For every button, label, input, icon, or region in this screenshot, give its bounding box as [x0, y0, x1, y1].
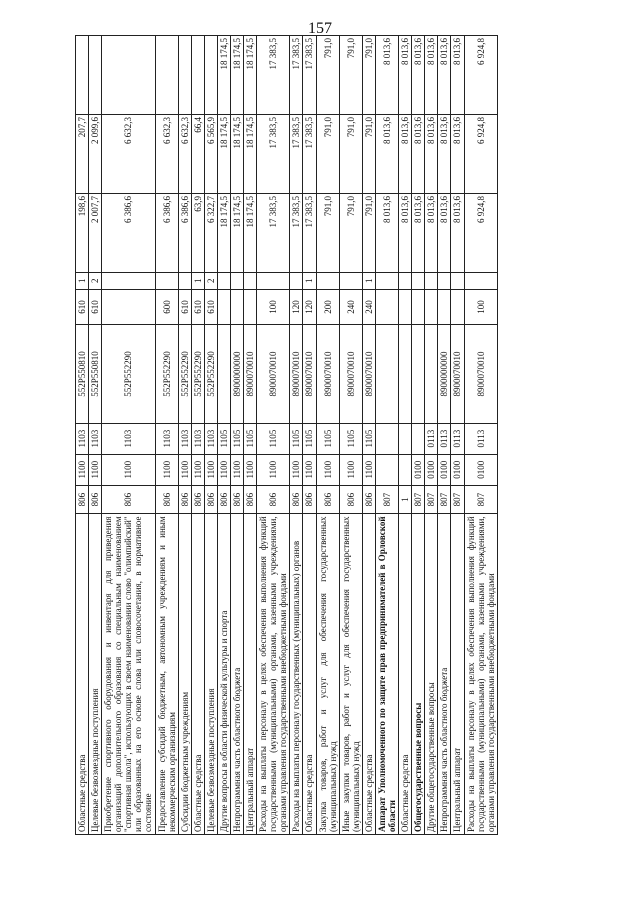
expense-type-cell: 240 — [362, 289, 375, 325]
target-article-cell: 8900070010 — [257, 325, 290, 423]
section-code-cell: 1100 — [217, 454, 230, 485]
subsection-code-cell: 1105 — [217, 423, 230, 454]
table-body — [76, 36, 498, 835]
funding-source-cell — [375, 272, 398, 289]
budget-table-rotated — [75, 35, 568, 835]
ministry-code-cell: 1 — [399, 485, 412, 514]
ministry-code-cell: 806 — [217, 485, 230, 514]
subsection-code-cell: 1105 — [339, 423, 362, 454]
row-name-cell: Областные средства — [303, 514, 316, 835]
target-article-cell: 8900070010 — [316, 325, 339, 423]
section-code-cell — [399, 454, 412, 485]
page-number: 157 — [308, 20, 332, 37]
subsection-code-cell: 1105 — [231, 423, 244, 454]
amount-year1-cell: 791,0 — [316, 193, 339, 272]
expense-type-cell: 240 — [339, 289, 362, 325]
ministry-code-cell: 806 — [89, 485, 102, 514]
row-name-cell: Центральный аппарат — [244, 514, 257, 835]
expense-type-cell — [217, 289, 230, 325]
ministry-code-cell: 806 — [191, 485, 204, 514]
expense-type-cell: 610 — [178, 289, 191, 325]
funding-source-cell — [217, 272, 230, 289]
amount-year2-cell: 791,0 — [316, 115, 339, 194]
expense-type-cell: 100 — [464, 289, 497, 325]
target-article-cell: 552P552290 — [191, 325, 204, 423]
row-name-cell: Целевые безвозмездные поступления — [89, 514, 102, 835]
row-name-cell: Предоставление субсидий бюджетным, автономным учреждениям и иным некоммерческим организациям — [155, 514, 178, 835]
amount-year1-cell: 791,0 — [362, 193, 375, 272]
subsection-code-cell: 1105 — [303, 423, 316, 454]
subsection-code-cell: 0113 — [425, 423, 438, 454]
section-code-cell: 1100 — [303, 454, 316, 485]
table-row — [438, 36, 451, 835]
target-article-cell: 552P552290 — [155, 325, 178, 423]
subsection-code-cell — [375, 423, 398, 454]
amount-year3-cell: 18 174,5 — [217, 36, 230, 115]
amount-year2-cell: 6 565,9 — [204, 115, 217, 194]
amount-year2-cell: 8 013,6 — [399, 115, 412, 194]
target-article-cell: 552P552290 — [178, 325, 191, 423]
section-code-cell: 0100 — [438, 454, 451, 485]
table-row — [464, 36, 497, 835]
amount-year1-cell: 8 013,6 — [412, 193, 425, 272]
subsection-code-cell: 1103 — [204, 423, 217, 454]
funding-source-cell — [464, 272, 497, 289]
expense-type-cell: 610 — [204, 289, 217, 325]
amount-year1-cell: 791,0 — [339, 193, 362, 272]
row-name-cell: Расходы на выплаты персоналу в целях обеспечения выполнения функций государственными (муниципальными) органами, казенными учреждениями, органами управления государственными внебюджетными фондами — [464, 514, 497, 835]
expense-type-cell — [399, 289, 412, 325]
expense-type-cell: 610 — [89, 289, 102, 325]
ministry-code-cell: 806 — [178, 485, 191, 514]
ministry-code-cell: 806 — [290, 485, 303, 514]
amount-year3-cell: 17 383,5 — [303, 36, 316, 115]
amount-year3-cell: 17 383,5 — [290, 36, 303, 115]
table-row — [290, 36, 303, 835]
table-row — [89, 36, 102, 835]
row-name-cell: Областные средства — [191, 514, 204, 835]
ministry-code-cell: 806 — [316, 485, 339, 514]
table-row — [375, 36, 398, 835]
funding-source-cell: 1 — [191, 272, 204, 289]
amount-year1-cell: 63,9 — [191, 193, 204, 272]
amount-year3-cell: 18 174,5 — [244, 36, 257, 115]
amount-year1-cell: 8 013,6 — [375, 193, 398, 272]
row-name-cell: Общегосударственные вопросы — [412, 514, 425, 835]
table-row — [425, 36, 438, 835]
amount-year3-cell: 8 013,6 — [399, 36, 412, 115]
section-code-cell: 1100 — [178, 454, 191, 485]
amount-year2-cell: 8 013,6 — [425, 115, 438, 194]
amount-year1-cell: 6 386,6 — [155, 193, 178, 272]
amount-year2-cell: 8 013,6 — [438, 115, 451, 194]
row-name-cell: Расходы на выплаты персоналу в целях обеспечения выполнения функций государственными (муниципальными) органами, казенными учреждениями, органами управления государственными внебюджетными фондами — [257, 514, 290, 835]
amount-year3-cell: 18 174,5 — [231, 36, 244, 115]
row-name-cell: Другие общегосударственные вопросы — [425, 514, 438, 835]
table-row — [362, 36, 375, 835]
row-name-cell: Непрограммная часть областного бюджета — [438, 514, 451, 835]
amount-year2-cell: 18 174,5 — [231, 115, 244, 194]
ministry-code-cell: 807 — [451, 485, 464, 514]
section-code-cell: 1100 — [76, 454, 89, 485]
target-article-cell: 8900000000 — [438, 325, 451, 423]
section-code-cell: 1100 — [102, 454, 155, 485]
subsection-code-cell: 1103 — [191, 423, 204, 454]
amount-year2-cell: 17 383,5 — [290, 115, 303, 194]
amount-year1-cell: 17 383,5 — [303, 193, 316, 272]
subsection-code-cell: 1105 — [290, 423, 303, 454]
expense-type-cell: 100 — [257, 289, 290, 325]
section-code-cell — [375, 454, 398, 485]
target-article-cell: 8900070010 — [451, 325, 464, 423]
amount-year3-cell: 6 924,8 — [464, 36, 497, 115]
expense-type-cell — [438, 289, 451, 325]
amount-year2-cell: 18 174,5 — [244, 115, 257, 194]
amount-year1-cell: 8 013,6 — [399, 193, 412, 272]
section-code-cell: 1100 — [89, 454, 102, 485]
row-name-cell: Целевые безвозмездные поступления — [204, 514, 217, 835]
amount-year3-cell: 17 383,5 — [257, 36, 290, 115]
expense-type-cell — [451, 289, 464, 325]
funding-source-cell — [257, 272, 290, 289]
funding-source-cell — [244, 272, 257, 289]
target-article-cell: 8900070010 — [303, 325, 316, 423]
subsection-code-cell: 1105 — [362, 423, 375, 454]
funding-source-cell — [155, 272, 178, 289]
amount-year3-cell: 791,0 — [339, 36, 362, 115]
amount-year3-cell — [178, 36, 191, 115]
expense-type-cell: 610 — [191, 289, 204, 325]
section-code-cell: 1100 — [290, 454, 303, 485]
amount-year2-cell: 207,7 — [76, 115, 89, 194]
amount-year2-cell: 17 383,5 — [303, 115, 316, 194]
funding-source-cell: 1 — [76, 272, 89, 289]
amount-year2-cell: 6 924,8 — [464, 115, 497, 194]
row-name-cell: Расходы на выплаты персоналу государственных (муниципальных) органов — [290, 514, 303, 835]
section-code-cell: 0100 — [425, 454, 438, 485]
table-row — [155, 36, 178, 835]
target-article-cell: 8900070010 — [362, 325, 375, 423]
target-article-cell: 8900070010 — [464, 325, 497, 423]
target-article-cell: 8900070010 — [244, 325, 257, 423]
amount-year2-cell: 18 174,5 — [217, 115, 230, 194]
amount-year3-cell: 8 013,6 — [425, 36, 438, 115]
subsection-code-cell: 0113 — [438, 423, 451, 454]
amount-year3-cell — [204, 36, 217, 115]
ministry-code-cell: 806 — [339, 485, 362, 514]
target-article-cell: 8900070010 — [339, 325, 362, 423]
section-code-cell: 1100 — [339, 454, 362, 485]
amount-year2-cell: 791,0 — [339, 115, 362, 194]
table-row — [102, 36, 155, 835]
subsection-code-cell: 1103 — [76, 423, 89, 454]
subsection-code-cell: 1103 — [178, 423, 191, 454]
section-code-cell: 0100 — [464, 454, 497, 485]
ministry-code-cell: 807 — [464, 485, 497, 514]
target-article-cell — [217, 325, 230, 423]
amount-year1-cell: 6 924,8 — [464, 193, 497, 272]
funding-source-cell — [412, 272, 425, 289]
table-row — [244, 36, 257, 835]
amount-year1-cell: 18 174,5 — [244, 193, 257, 272]
subsection-code-cell: 0113 — [464, 423, 497, 454]
table-row — [204, 36, 217, 835]
row-name-cell: Областные средства — [362, 514, 375, 835]
subsection-code-cell: 1105 — [316, 423, 339, 454]
ministry-code-cell: 806 — [303, 485, 316, 514]
target-article-cell: 552P552290 — [204, 325, 217, 423]
amount-year1-cell: 17 383,5 — [290, 193, 303, 272]
row-name-cell: Непрограммная часть областного бюджета — [231, 514, 244, 835]
amount-year2-cell: 6 632,3 — [102, 115, 155, 194]
row-name-cell: Субсидии бюджетным учреждениям — [178, 514, 191, 835]
row-name-cell: Иные закупки товаров, работ и услуг для обеспечения государственных (муниципальных) нужд — [339, 514, 362, 835]
target-article-cell — [375, 325, 398, 423]
ministry-code-cell: 806 — [257, 485, 290, 514]
amount-year1-cell: 6 322,7 — [204, 193, 217, 272]
section-code-cell: 1100 — [204, 454, 217, 485]
ministry-code-cell: 806 — [76, 485, 89, 514]
amount-year2-cell: 66,4 — [191, 115, 204, 194]
amount-year1-cell: 2 007,7 — [89, 193, 102, 272]
table-row — [217, 36, 230, 835]
target-article-cell — [399, 325, 412, 423]
section-code-cell: 1100 — [316, 454, 339, 485]
ministry-code-cell: 807 — [438, 485, 451, 514]
ministry-code-cell: 806 — [102, 485, 155, 514]
table-row — [303, 36, 316, 835]
expense-type-cell — [231, 289, 244, 325]
section-code-cell: 1100 — [244, 454, 257, 485]
table-row — [191, 36, 204, 835]
table-row — [257, 36, 290, 835]
target-article-cell: 552P552290 — [102, 325, 155, 423]
section-code-cell: 0100 — [451, 454, 464, 485]
funding-source-cell — [438, 272, 451, 289]
target-article-cell — [425, 325, 438, 423]
table-row — [412, 36, 425, 835]
amount-year2-cell: 8 013,6 — [451, 115, 464, 194]
amount-year3-cell: 8 013,6 — [451, 36, 464, 115]
funding-source-cell — [451, 272, 464, 289]
amount-year1-cell: 8 013,6 — [438, 193, 451, 272]
expense-type-cell — [425, 289, 438, 325]
funding-source-cell: 2 — [204, 272, 217, 289]
section-code-cell: 1100 — [231, 454, 244, 485]
amount-year1-cell: 198,6 — [76, 193, 89, 272]
funding-source-cell: 1 — [303, 272, 316, 289]
subsection-code-cell: 1103 — [102, 423, 155, 454]
ministry-code-cell: 807 — [375, 485, 398, 514]
row-name-cell: Приобретение спортивного оборудования и инвентаря для приведения организаций дополнительного образования со специальным наименованием "спортивная школа", использующих в своем наименовании слово "олимпийский" или образованных на его основе слова или словосочетания, в нормативное состояние — [102, 514, 155, 835]
row-name-cell: Аппарат Уполномоченного по защите прав предпринимателей в Орловской области — [375, 514, 398, 835]
amount-year3-cell — [102, 36, 155, 115]
amount-year1-cell: 17 383,5 — [257, 193, 290, 272]
expense-type-cell — [375, 289, 398, 325]
row-name-cell: Областные средства — [76, 514, 89, 835]
section-code-cell: 1100 — [257, 454, 290, 485]
amount-year2-cell: 8 013,6 — [375, 115, 398, 194]
amount-year1-cell: 18 174,5 — [217, 193, 230, 272]
subsection-code-cell — [412, 423, 425, 454]
ministry-code-cell: 806 — [231, 485, 244, 514]
row-name-cell: Центральный аппарат — [451, 514, 464, 835]
amount-year1-cell: 6 386,6 — [102, 193, 155, 272]
ministry-code-cell: 807 — [425, 485, 438, 514]
table-row — [178, 36, 191, 835]
amount-year2-cell: 6 632,3 — [178, 115, 191, 194]
amount-year1-cell: 8 013,6 — [425, 193, 438, 272]
section-code-cell: 0100 — [412, 454, 425, 485]
section-code-cell: 1100 — [191, 454, 204, 485]
amount-year3-cell: 791,0 — [316, 36, 339, 115]
funding-source-cell — [425, 272, 438, 289]
amount-year3-cell: 8 013,6 — [375, 36, 398, 115]
expense-type-cell: 600 — [155, 289, 178, 325]
amount-year3-cell — [155, 36, 178, 115]
expense-type-cell: 200 — [316, 289, 339, 325]
funding-source-cell — [316, 272, 339, 289]
amount-year2-cell: 8 013,6 — [412, 115, 425, 194]
table-row — [451, 36, 464, 835]
table-row — [316, 36, 339, 835]
section-code-cell: 1100 — [155, 454, 178, 485]
expense-type-cell — [244, 289, 257, 325]
amount-year3-cell — [89, 36, 102, 115]
amount-year2-cell: 2 099,6 — [89, 115, 102, 194]
target-article-cell: 552P550810 — [76, 325, 89, 423]
funding-source-cell: 1 — [362, 272, 375, 289]
ministry-code-cell: 806 — [204, 485, 217, 514]
funding-source-cell — [399, 272, 412, 289]
amount-year3-cell: 8 013,6 — [438, 36, 451, 115]
table-row — [76, 36, 89, 835]
amount-year2-cell: 17 383,5 — [257, 115, 290, 194]
row-name-cell: Закупка товаров, работ и услуг для обеспечения государственных (муниципальных) нужд — [316, 514, 339, 835]
expense-type-cell: 120 — [303, 289, 316, 325]
row-name-cell: Другие вопросы в области физической культуры и спорта — [217, 514, 230, 835]
funding-source-cell — [290, 272, 303, 289]
funding-source-cell — [178, 272, 191, 289]
table-row — [231, 36, 244, 835]
subsection-code-cell: 1105 — [257, 423, 290, 454]
subsection-code-cell: 1105 — [244, 423, 257, 454]
section-code-cell: 1100 — [362, 454, 375, 485]
subsection-code-cell: 0113 — [451, 423, 464, 454]
budget-table — [75, 35, 498, 835]
amount-year2-cell: 6 632,3 — [155, 115, 178, 194]
funding-source-cell — [231, 272, 244, 289]
amount-year1-cell: 18 174,5 — [231, 193, 244, 272]
ministry-code-cell: 806 — [244, 485, 257, 514]
table-row — [339, 36, 362, 835]
row-name-cell: Областные средства — [399, 514, 412, 835]
funding-source-cell — [339, 272, 362, 289]
ministry-code-cell: 807 — [412, 485, 425, 514]
amount-year1-cell: 6 386,6 — [178, 193, 191, 272]
amount-year3-cell: 8 013,6 — [412, 36, 425, 115]
amount-year3-cell — [191, 36, 204, 115]
expense-type-cell: 610 — [76, 289, 89, 325]
ministry-code-cell: 806 — [155, 485, 178, 514]
funding-source-cell: 2 — [89, 272, 102, 289]
expense-type-cell — [412, 289, 425, 325]
funding-source-cell — [102, 272, 155, 289]
subsection-code-cell — [399, 423, 412, 454]
target-article-cell: 552P550810 — [89, 325, 102, 423]
ministry-code-cell: 806 — [362, 485, 375, 514]
amount-year3-cell: 791,0 — [362, 36, 375, 115]
subsection-code-cell: 1103 — [89, 423, 102, 454]
amount-year1-cell: 8 013,6 — [451, 193, 464, 272]
expense-type-cell — [102, 289, 155, 325]
target-article-cell: 8900070010 — [290, 325, 303, 423]
amount-year2-cell: 791,0 — [362, 115, 375, 194]
expense-type-cell: 120 — [290, 289, 303, 325]
target-article-cell — [412, 325, 425, 423]
target-article-cell: 8900000000 — [231, 325, 244, 423]
amount-year3-cell — [76, 36, 89, 115]
subsection-code-cell: 1103 — [155, 423, 178, 454]
table-row — [399, 36, 412, 835]
